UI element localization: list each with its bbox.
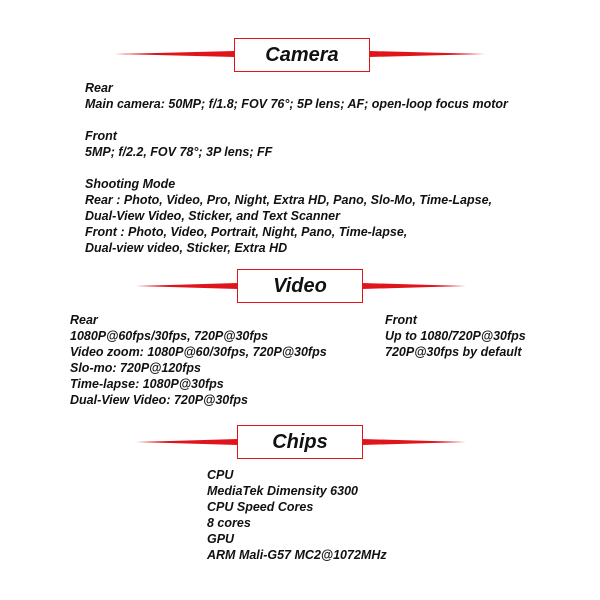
camera-shooting-line: Rear : Photo, Video, Pro, Night, Extra HD, Pano, Slo-Mo, Time-Lapse, [85, 193, 492, 207]
video-rear-line: Time-lapse: 1080P@30fps [70, 377, 224, 391]
camera-shooting-line: Front : Photo, Video, Portrait, Night, Pano, Time-lapse, [85, 225, 408, 239]
video-front-line: Up to 1080/720P@30fps [385, 329, 526, 343]
camera-shooting-label: Shooting Mode [85, 177, 176, 191]
camera-front-label: Front [85, 129, 117, 143]
chips-section-content [207, 467, 387, 563]
video-rear-content [70, 312, 327, 408]
video-front-line: 720P@30fps by default [385, 345, 522, 359]
camera-shooting-line: Dual-View Video, Sticker, and Text Scanner [85, 209, 340, 223]
chips-line: ARM Mali-G57 MC2@1072MHz [207, 548, 387, 562]
camera-rear-main: Main camera: 50MP; f/1.8; FOV 76°; 5P lens; AF; open-loop focus motor [85, 97, 508, 111]
video-front-label: Front [385, 313, 417, 327]
chips-line: CPU [207, 468, 234, 482]
camera-rear-label: Rear [85, 81, 113, 95]
chips-line: MediaTek Dimensity 6300 [207, 484, 358, 498]
camera-shooting-line: Dual-view video, Sticker, Extra HD [85, 241, 288, 255]
camera-section-header [0, 36, 600, 76]
camera-front-spec: 5MP; f/2.2, FOV 78°; 3P lens; FF [85, 145, 273, 159]
camera-header-title: Camera [234, 38, 370, 72]
camera-section-content [85, 80, 508, 256]
chips-line: 8 cores [207, 516, 251, 530]
video-rear-line: 1080P@60fps/30fps, 720P@30fps [70, 329, 269, 343]
video-rear-line: Video zoom: 1080P@60/30fps, 720P@30fps [70, 345, 327, 359]
video-section-header [0, 267, 600, 307]
chips-section-header [0, 423, 600, 463]
chips-line: CPU Speed Cores [207, 500, 314, 514]
video-rear-line: Dual-View Video: 720P@30fps [70, 393, 248, 407]
video-front-content [385, 312, 526, 360]
chips-line: GPU [207, 532, 235, 546]
video-header-title: Video [237, 269, 363, 303]
video-rear-label: Rear [70, 313, 98, 327]
video-rear-line: Slo-mo: 720P@120fps [70, 361, 201, 375]
chips-header-title: Chips [237, 425, 363, 459]
